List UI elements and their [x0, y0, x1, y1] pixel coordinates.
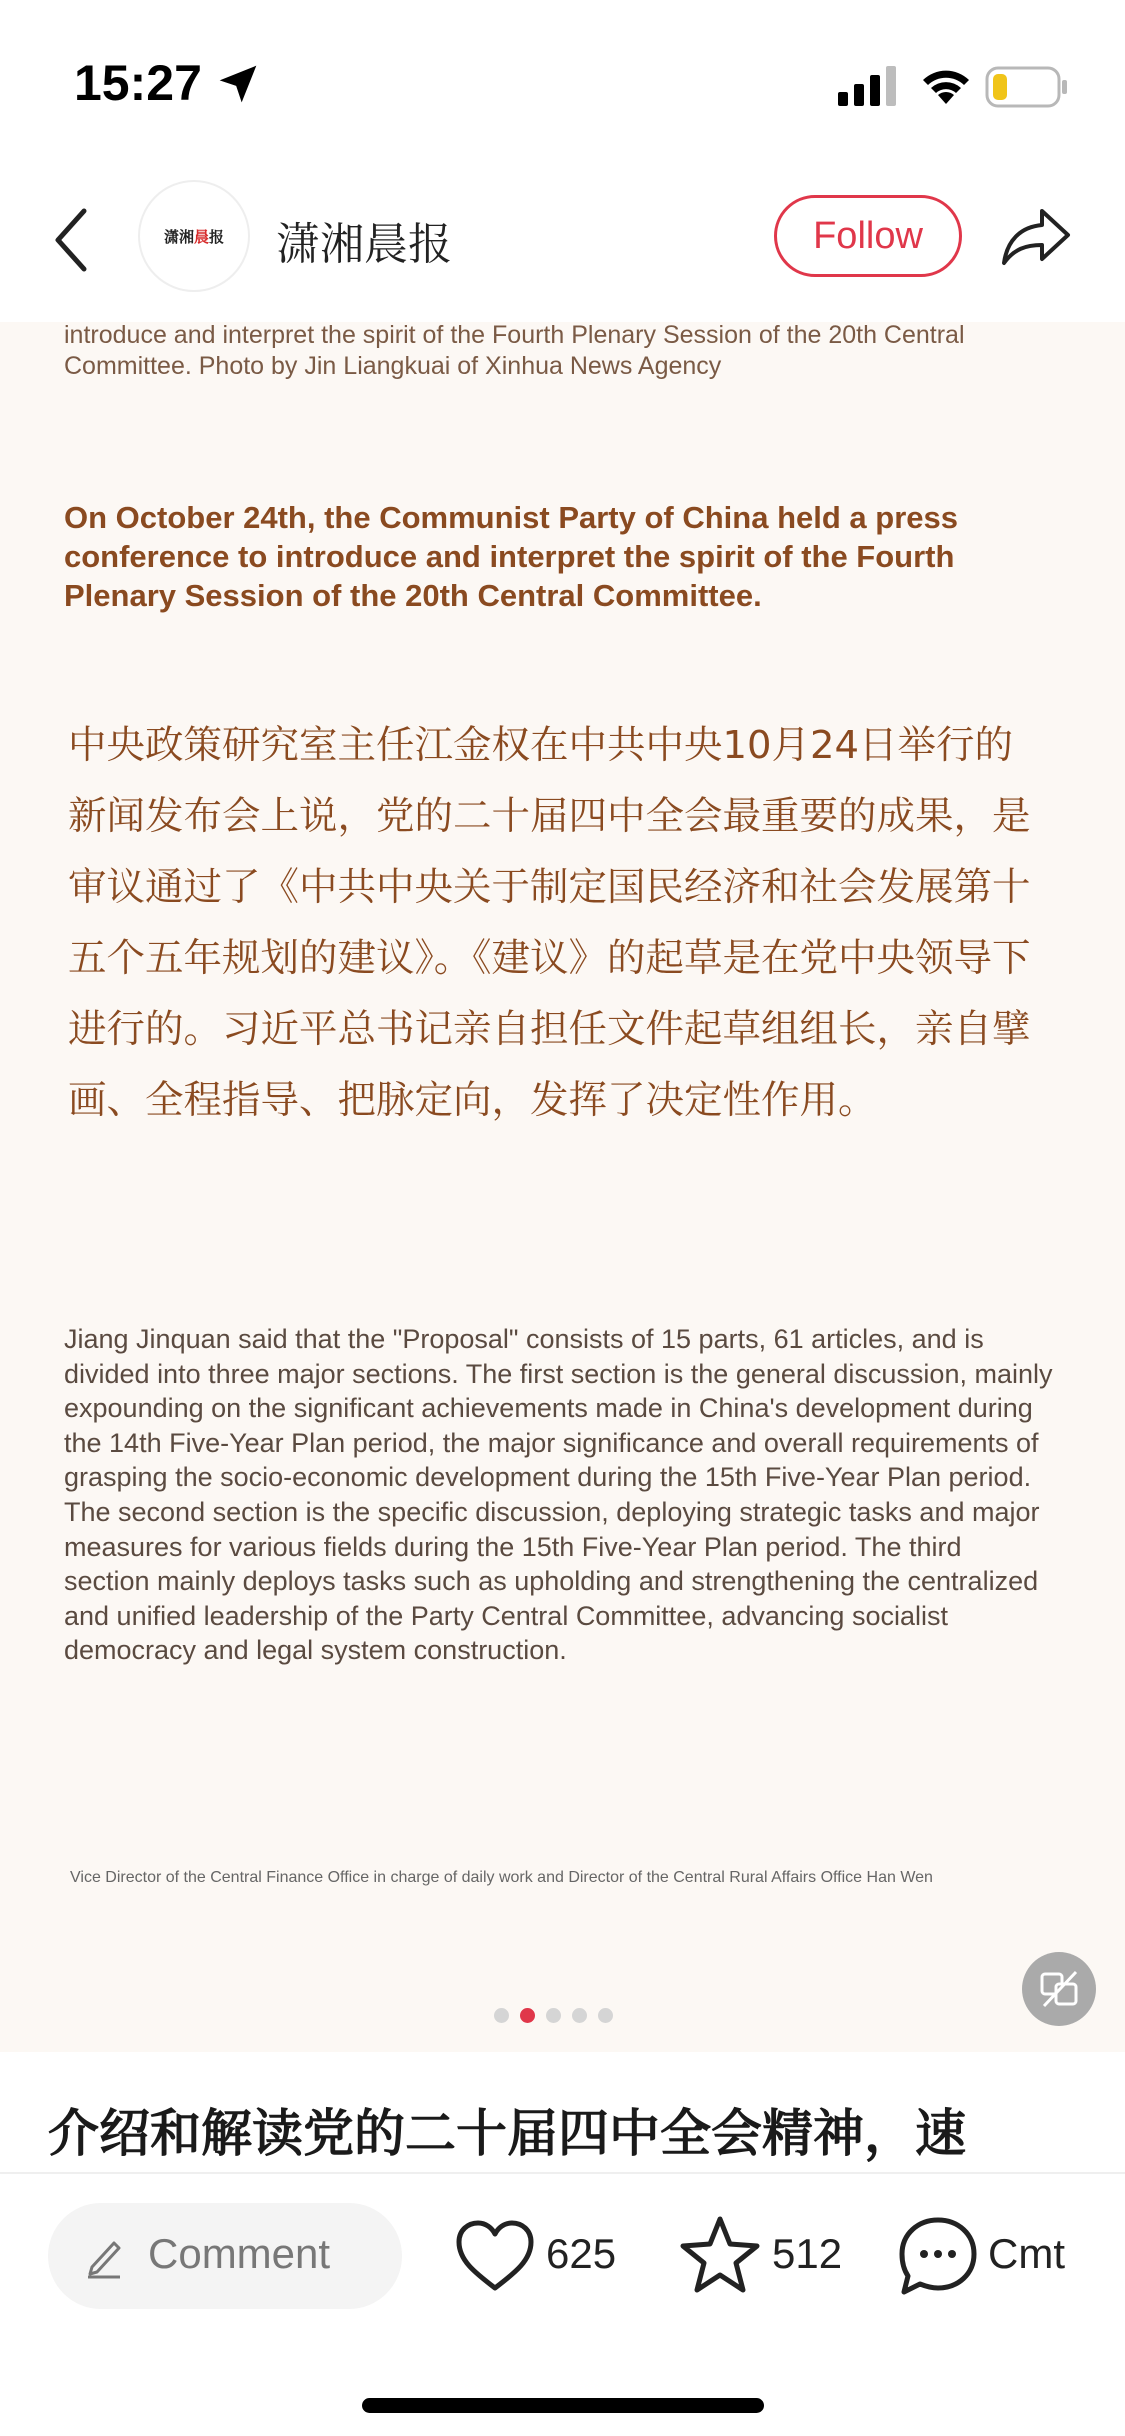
wifi-icon [918, 64, 974, 106]
image-english-paragraph: Jiang Jinquan said that the "Proposal" consists of 15 parts, 61 articles, and is divided into three major sections. The first section is the general discussion, mainly expounding on the significant achievements made in China's development during the 14th Five-Year Plan period, the major significance and overall requirements of grasping the socio-economic development during the 15th Five-Year Plan period. The second section is the specific discussion, deploying strategic tasks and major measures for various fields during the 15th Five-Year Plan period. The third section mainly deploys tasks such as upholding and strengthening the centralized and unified leadership of the Party Central Committee, advancing socialist democracy and legal system construction. [64, 1324, 1053, 1666]
carousel-dot [546, 2008, 561, 2023]
account-avatar[interactable] [138, 180, 250, 292]
comment-placeholder[interactable]: Comment [148, 2230, 331, 2277]
location-arrow-icon [216, 62, 260, 106]
image-caption-top: introduce and interpret the spirit of the Fourth Plenary Session of the 20th Central Committee. Photo by Jin Liangkuai of Xinhua News Agency [64, 321, 965, 380]
carousel-dot [520, 2008, 535, 2023]
bottom-bar-divider [0, 2172, 1125, 2174]
comment-bubble-icon[interactable] [896, 2214, 980, 2298]
carousel-dot [598, 2008, 613, 2023]
translate-icon [1038, 1968, 1080, 2010]
account-name[interactable]: 潇湘晨报 [276, 219, 452, 270]
status-time: 15:27 [74, 55, 202, 111]
carousel-indicator [494, 2008, 613, 2024]
image-caption-small: Vice Director of the Central Finance Office in charge of daily work and Director of the Central Rural Affairs Office Han Wen [70, 1869, 933, 1886]
like-count: 625 [546, 2230, 617, 2277]
share-icon[interactable] [1000, 205, 1072, 267]
carousel-dot [572, 2008, 587, 2023]
image-bold-summary: On October 24th, the Communist Party of China held a press conference to introduce and interpret the spirit of the Fourth Plenary Session of the 20th Central Committee. [64, 500, 958, 613]
status-bar [0, 0, 1125, 170]
post-title: 介绍和解读党的二十届四中全会精神，速 [48, 2105, 967, 2162]
follow-button[interactable]: Follow [774, 195, 962, 277]
battery-icon [985, 66, 1069, 108]
back-chevron-icon[interactable] [50, 205, 90, 275]
avatar-logo-text-b: 晨 [193, 227, 209, 246]
translate-button[interactable] [1022, 1952, 1096, 2026]
image-chinese-paragraph: 中央政策研究室主任江金权在中共中央10月24日举行的新闻发布会上说，党的二十届四中全会最重要的成果，是审议通过了《中共中央关于制定国民经济和社会发展第十五个五年规划的建议》。《建议》的起草是在党中央领导下进行的。习近平总书记亲自担任文件起草组组长，亲自擘画、全程指导、把脉定向，发挥了决定性作用。 [68, 723, 1031, 1123]
avatar-logo-text-c: 报 [209, 227, 225, 246]
cellular-signal-icon [838, 66, 900, 106]
star-icon[interactable] [678, 2214, 762, 2296]
heart-icon[interactable] [454, 2218, 536, 2294]
home-indicator[interactable] [362, 2398, 764, 2413]
comment-label[interactable]: Cmt [988, 2230, 1065, 2277]
carousel-dot [494, 2008, 509, 2023]
star-count: 512 [772, 2230, 843, 2277]
pencil-icon [84, 2235, 124, 2279]
avatar-logo-text-a: 潇湘 [163, 227, 194, 246]
